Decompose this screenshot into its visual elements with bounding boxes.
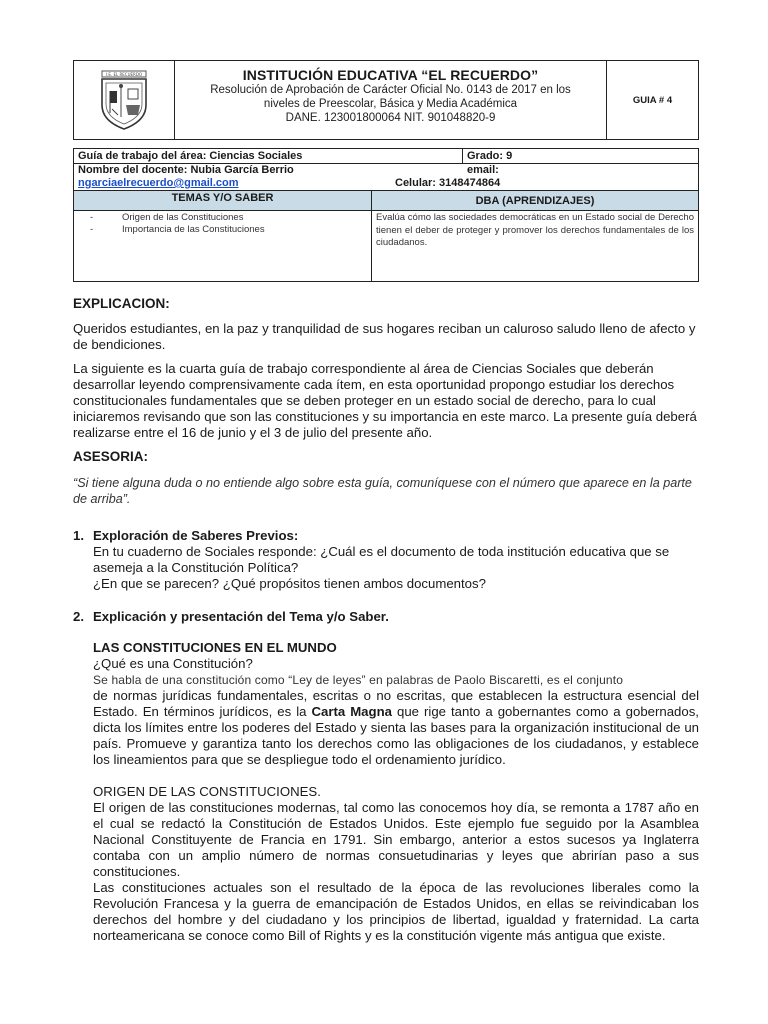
guide-number: GUIA # 4 [632,94,673,106]
origin-paragraph-1: El origen de las constituciones modernas, tal como las conocemos hoy día, se remonta a 1787 año en el cual se redactó la Constitución de Estados Unidos. Este ejemplo fue seguido por la Asamblea Nacional Constituyente de Francia en 1791. Sin embargo, anterior a estos sucesos ya Inglaterra contaba con un amplio número de normas consuetudinarias y leyes que abrirían paso a sus constituciones. [93,800,699,879]
origin-paragraph-2: Las constituciones actuales son el resultado de la época de las revoluciones liberales como la Revolución Francesa y la guerra de emancipación de Estados Unidos, en ellas se reivindicaban los derechos del hombre y del ciudadano y los principios de libertad, igualdad y fraternidad. La carta norteamericana se conoce como Bill of Rights y es la constitución vigente más antigua que existe. [93,880,699,943]
intro-paragraph: La siguiente es la cuarta guía de trabajo correspondiente al área de Ciencias Sociales que deberán desarrollar leyendo comprensivamente cada ítem, en esta oportunidad propongo estudiar los derechos constitucionales fundamentales que se deben proteger en un estado social de derecho, para lo cual iniciaremos revisando que son las constituciones y su importancia en este marco. La presente guía deberá realizarse entre el 16 de junio y el 3 de julio del presente año. [73,361,697,440]
dane-nit-line: DANE. 123001800064 NIT. 901048820-9 [285,112,496,124]
item-2: 2. Explicación y presentación del Tema y/o Saber. [73,609,389,624]
table-header-row [74,191,698,211]
levels-line: niveles de Preescolar, Básica y Media Académica [263,98,518,110]
definition-first-line: Se habla de una constitución como “Ley de leyes” en palabras de Paolo Biscaretti, es el conjunto [93,673,624,687]
topics-row [74,211,698,281]
asesoria-text: “Si tiene alguna duda o no entiende algo sobre esta guía, comuníquese con el número que aparece en la parte de arriba”. [73,476,692,506]
topic-item: - Origen de las Constituciones [90,212,244,223]
teacher-row [74,164,698,191]
main-content [73,296,699,944]
grade-label: Grado: 9 [467,150,513,162]
item-1-text: En tu cuaderno de Sociales responde: ¿Cuál es el documento de toda institución educativa que se asemeja a la Constitución Política? [93,544,670,575]
asesoria-title: ASESORIA: [73,449,149,464]
phone-label: Celular: 3148474864 [395,177,501,189]
section-title: LAS CONSTITUCIONES EN EL MUNDO [93,640,337,655]
email-link[interactable]: ngarciaelrecuerdo@gmail.com [78,177,239,189]
resolution-line: Resolución de Aprobación de Carácter Oficial No. 0143 de 2017 en los [210,84,571,96]
area-grade-row [74,149,698,164]
carta-magna-bold: Carta Magna [311,704,392,719]
institution-name: INSTITUCIÓN EDUCATIVA “EL RECUERDO” [242,67,539,83]
explicacion-title: EXPLICACION: [73,296,170,311]
area-label: Guía de trabajo del área: Ciencias Sociales [74,149,463,163]
item-1: 1. Exploración de Saberes Previos: [73,528,299,543]
item-1-question: ¿En que se parecen? ¿Qué propósitos tienen ambos documentos? [93,576,486,591]
teacher-label: Nombre del docente: Nubia García Berrio [78,164,294,176]
document-header [73,60,699,140]
info-table [73,148,699,282]
logo-cell [74,61,175,139]
origin-title: ORIGEN DE LAS CONSTITUCIONES. [93,784,321,799]
dba-text: Evalúa cómo las sociedades democráticas en un Estado social de Derecho tienen el deber de proteger y promover los derechos fundamentales de los ciudadanos. [376,212,694,248]
school-shield-logo [96,69,152,131]
topic-item: - Importancia de las Constituciones [90,224,265,235]
item-2-title: Explicación y presentación del Tema y/o Saber. [93,609,389,624]
institution-block [175,61,607,139]
col-dba: DBA (APRENDIZAJES) [475,195,595,207]
logo-text: I.E. EL RECUERDO [105,72,143,77]
topics-list [74,211,372,281]
item-1-title: Exploración de Saberes Previos: [93,528,299,543]
col-topics: TEMAS Y/O SABER [74,191,372,210]
greeting-paragraph: Queridos estudiantes, en la paz y tranquilidad de sus hogares reciban un caluroso saludo lleno de afecto y de bendiciones. [73,321,696,352]
definition-paragraph: de normas jurídicas fundamentales, escritas o no escritas, que establecen la estructura esencial del Estado. En términos jurídicos, es la Carta Magna que rige tanto a gobernantes como a gobernados, dicta los límites entre los poderes del Estado y sienta las bases para la organización institucional de un país. Promueve y garantiza tanto los derechos como las obligaciones de los ciudadanos, y establece los lineamientos para que se despliegue todo el ordenamiento jurídico. [93,688,699,767]
section-question: ¿Qué es una Constitución? [93,656,253,671]
email-label: email: [467,164,499,176]
